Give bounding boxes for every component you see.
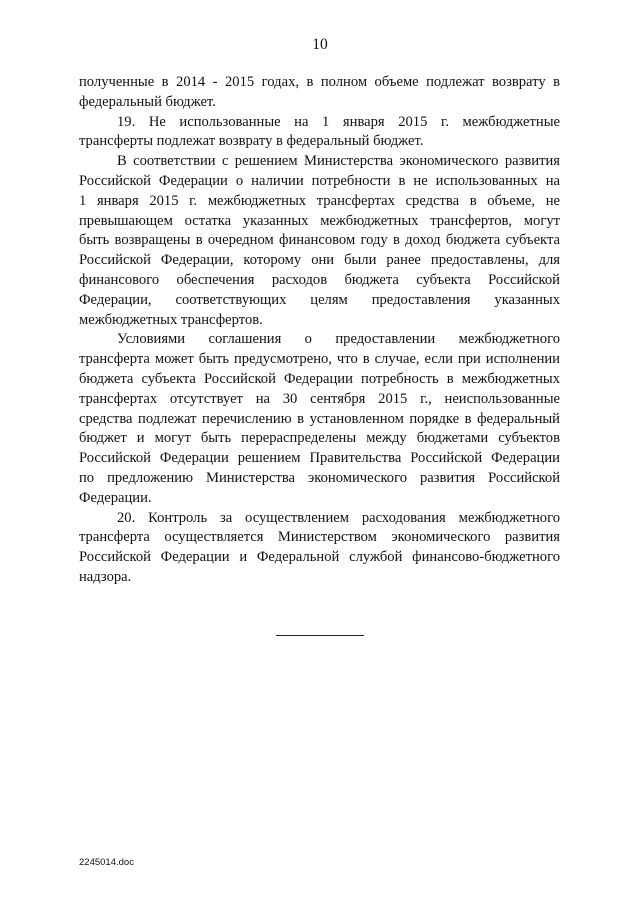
text-line: Условиями соглашения о предоставлении межбюджетного	[117, 331, 560, 348]
text-line: полученные в 2014 - 2015 годах, в полном объеме подлежат возврату в	[79, 74, 560, 90]
text-line: трансферты подлежат возврату в федеральный бюджет.	[79, 133, 424, 150]
text-line: трансферта может быть предусмотрено, что в случае, если при исполнении	[79, 351, 560, 368]
page-number: 10	[312, 36, 328, 53]
text-line: Федерации.	[79, 489, 152, 506]
text-line: Российской Федерации решением Правительства Российской Федерации	[79, 450, 560, 467]
text-line: средства подлежат перечислению в установленном порядке в федеральный	[79, 410, 560, 427]
text-line: превышающем остатка указанных межбюджетных трансфертов, могут	[79, 212, 560, 229]
text-line: Федерации, соответствующих целям предоставления указанных	[79, 291, 560, 308]
text-line: Российской Федерации, которому они были ранее предоставлены, для	[79, 252, 560, 269]
text-line: В соответствии с решением Министерства экономического развития	[117, 153, 560, 170]
text-line: межбюджетных трансфертов.	[79, 311, 263, 328]
text-line: быть возвращены в очередном финансовом году в доход бюджета субъекта	[79, 232, 560, 249]
text-line: трансферта осуществляется Министерством экономического развития	[79, 529, 560, 546]
document-body	[79, 73, 560, 588]
text-line: бюджет и могут быть перераспределены между бюджетами субъектов	[79, 430, 560, 447]
text-line: 20. Контроль за осуществлением расходования межбюджетного	[117, 509, 560, 526]
text-line: 1 января 2015 г. межбюджетных трансфертах средства в объеме, не	[79, 192, 560, 209]
text-line: финансового обеспечения расходов бюджета субъекта Российской	[79, 271, 560, 288]
text-line: бюджета субъекта Российской Федерации потребность в межбюджетных	[79, 370, 560, 387]
end-divider-line	[276, 635, 364, 636]
text-line: по предложению Министерства экономического развития Российской	[79, 469, 560, 486]
text-line: 19. Не использованные на 1 января 2015 г. межбюджетные	[117, 113, 560, 130]
text-line: трансфертах отсутствует на 30 сентября 2015 г., неиспользованные	[79, 390, 560, 407]
footer-file-code: 2245014.doc	[79, 857, 134, 868]
text-line: федеральный бюджет.	[79, 93, 216, 110]
text-line: надзора.	[79, 568, 132, 585]
text-line: Российской Федерации о наличии потребности в не использованных на	[79, 172, 560, 189]
text-line: Российской Федерации и Федеральной службой финансово-бюджетного	[79, 549, 560, 566]
